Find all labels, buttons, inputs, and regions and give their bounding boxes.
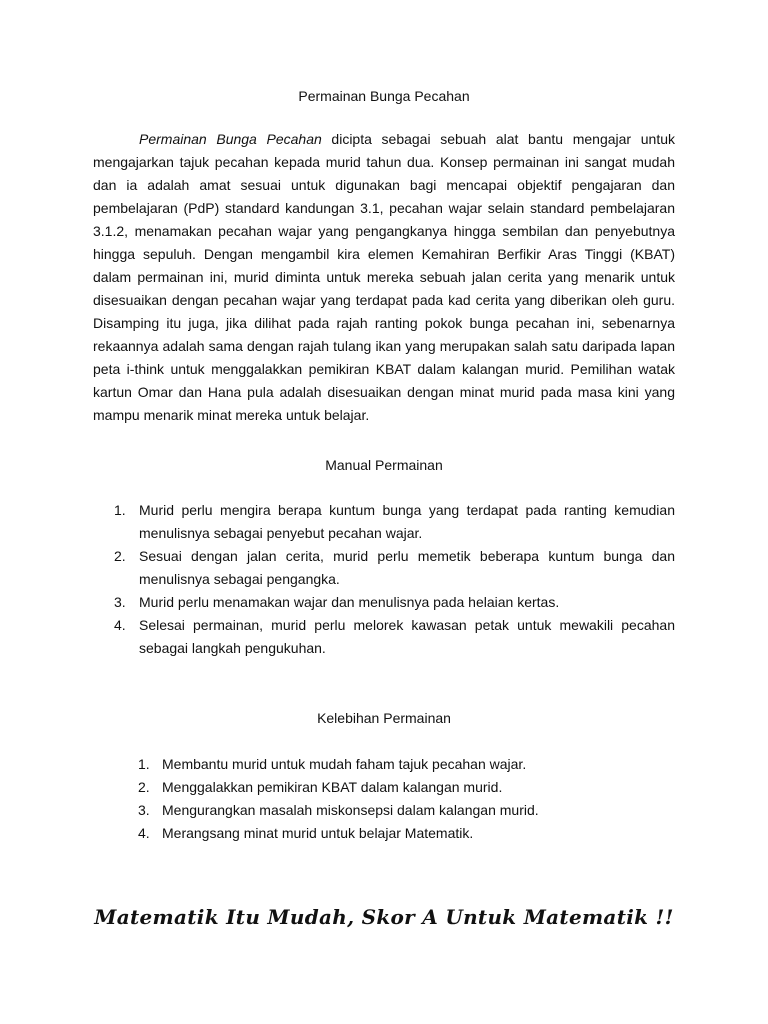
list-item-text: Murid perlu mengira berapa kuntum bunga yang terdapat pada ranting kemudian menulisnya sebagai penyebut pecahan wajar. xyxy=(139,502,675,541)
slogan: Matematik Itu Mudah, Skor A Untuk Matematik !! xyxy=(94,905,674,929)
advantages-list xyxy=(138,753,675,845)
list-number: 2. xyxy=(114,548,126,564)
list-number: 1. xyxy=(114,502,126,518)
intro-emphasis: Permainan Bunga Pecahan xyxy=(139,131,322,147)
manual-list xyxy=(114,499,675,660)
advantages-heading: Kelebihan Permainan xyxy=(317,710,451,726)
list-number: 3. xyxy=(114,594,126,610)
document-title: Permainan Bunga Pecahan xyxy=(298,88,470,104)
list-item xyxy=(114,545,675,591)
list-item-text: Menggalakkan pemikiran KBAT dalam kalangan murid. xyxy=(162,779,503,795)
list-item xyxy=(114,591,675,614)
list-number: 4. xyxy=(138,825,150,841)
list-number: 2. xyxy=(138,779,150,795)
list-item xyxy=(138,822,675,845)
list-item xyxy=(138,799,675,822)
intro-body: dicipta sebagai sebuah alat bantu mengajar untuk mengajarkan tajuk pecahan kepada murid tahun dua. Konsep permainan ini sangat mudah dan ia adalah amat sesuai untuk digunakan bagi mencapai objektif pengajaran dan pembelajaran (PdP) standard kandungan 3.1, pecahan wajar selain standard pembelajaran 3.1.2, menamakan pecahan wajar yang pengangkanya hingga sembilan dan penyebutnya hingga sepuluh. Dengan mengambil kira elemen Kemahiran Berfikir Aras Tinggi (KBAT) dalam permainan ini, murid diminta untuk mereka sebuah jalan cerita yang menarik untuk disesuaikan dengan pecahan wajar yang terdapat pada kad cerita yang diberikan oleh guru. Disamping itu juga, jika dilihat pada rajah ranting pokok bunga pecahan ini, sebenarnya rekaannya adalah sama dengan rajah tulang ikan yang merupakan salah satu daripada lapan peta i-think untuk menggalakkan pemikiran KBAT dalam kalangan murid. Pemilihan watak kartun Omar dan Hana pula adalah disesuaikan dengan minat murid pada masa kini yang mampu menarik minat mereka untuk belajar. xyxy=(93,131,676,423)
list-item-text: Selesai permainan, murid perlu melorek kawasan petak untuk mewakili pecahan sebagai langkah pengukuhan. xyxy=(139,617,675,656)
list-item-text: Mengurangkan masalah miskonsepsi dalam kalangan murid. xyxy=(162,802,539,818)
list-number: 3. xyxy=(138,802,150,818)
list-number: 4. xyxy=(114,617,126,633)
list-item xyxy=(114,614,675,660)
list-item-text: Sesuai dengan jalan cerita, murid perlu memetik beberapa kuntum bunga dan menulisnya sebagai pengangka. xyxy=(139,548,675,587)
list-number: 1. xyxy=(138,756,150,772)
list-item-text: Merangsang minat murid untuk belajar Matematik. xyxy=(162,825,474,841)
list-item xyxy=(138,753,675,776)
manual-heading: Manual Permainan xyxy=(325,457,443,473)
list-item-text: Membantu murid untuk mudah faham tajuk pecahan wajar. xyxy=(162,756,527,772)
intro-paragraph xyxy=(93,128,675,427)
list-item-text: Murid perlu menamakan wajar dan menulisnya pada helaian kertas. xyxy=(139,594,560,610)
list-item xyxy=(114,499,675,545)
list-item xyxy=(138,776,675,799)
